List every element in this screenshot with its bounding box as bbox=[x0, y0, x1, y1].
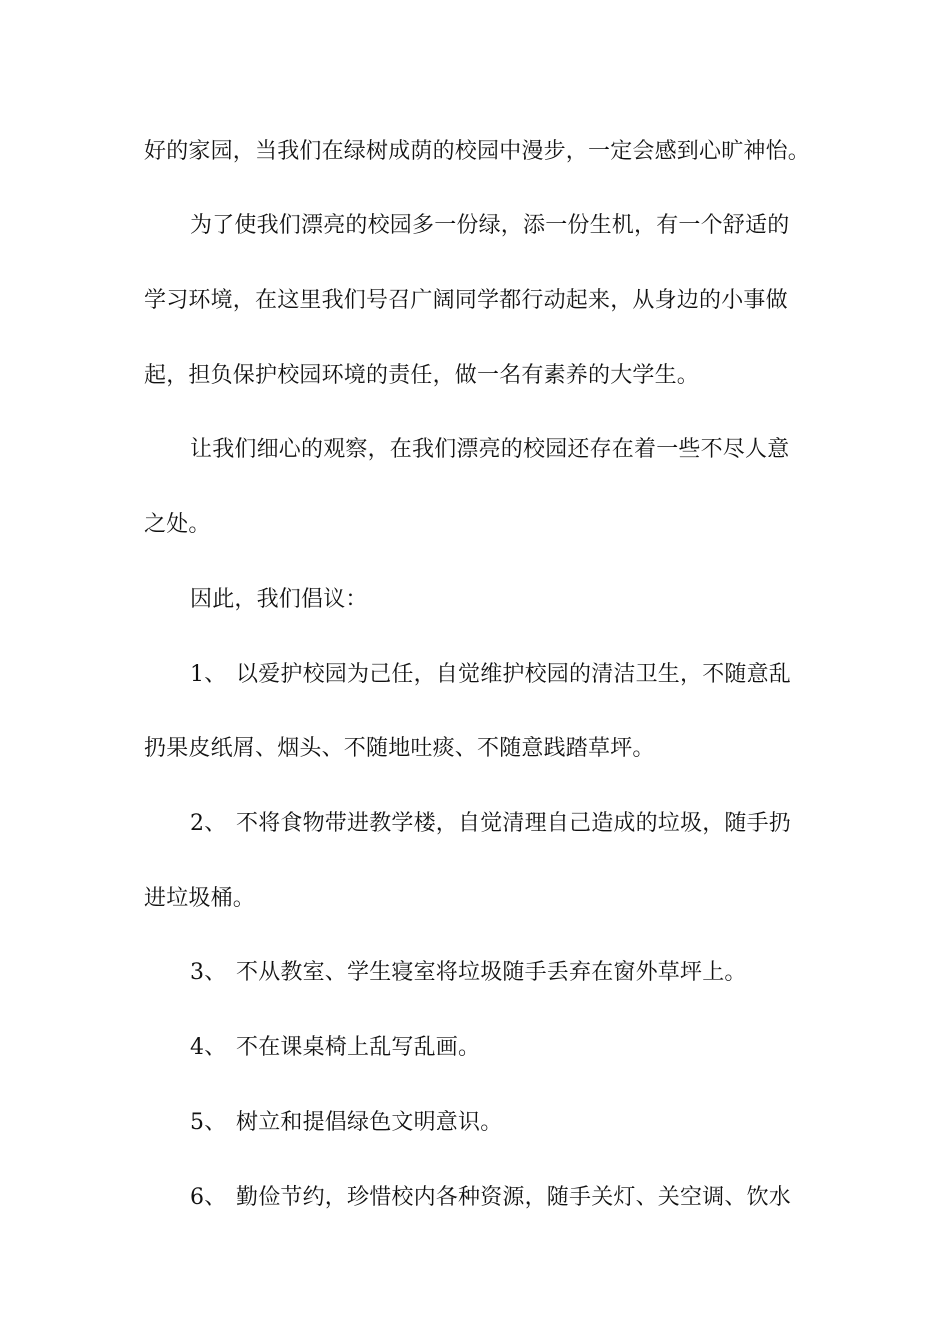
text-line: 让我们细心的观察，在我们漂亮的校园还存在着一些不尽人意 bbox=[190, 437, 790, 462]
list-item-number: 3、 bbox=[190, 960, 227, 985]
list-item-number: 2、 bbox=[190, 811, 227, 836]
list-item-text: 树立和提倡绿色文明意识。 bbox=[236, 1110, 503, 1135]
list-item-text: 不在课桌椅上乱写乱画。 bbox=[236, 1035, 481, 1060]
list-item bbox=[190, 1033, 854, 1063]
list-item-text: 勤俭节约，珍惜校内各种资源，随手关灯、关空调、饮水 bbox=[236, 1185, 792, 1210]
text-line: 好的家园，当我们在绿树成荫的校园中漫步，一定会感到心旷神怡。 bbox=[144, 139, 811, 164]
text-line: 进垃圾桶。 bbox=[144, 886, 256, 911]
list-item-text: 不从教室、学生寝室将垃圾随手丢弃在窗外草坪上。 bbox=[236, 960, 747, 985]
list-item-text: 不将食物带进教学楼，自觉清理自己造成的垃圾，随手扔 bbox=[236, 811, 792, 836]
list-item bbox=[190, 1183, 854, 1213]
list-item bbox=[190, 1108, 854, 1138]
list-item bbox=[190, 809, 854, 839]
list-item-text: 以爱护校园为己任，自觉维护校园的清洁卫生，不随意乱 bbox=[236, 662, 792, 687]
text-line: 起，担负保护校园环境的责任，做一名有素养的大学生。 bbox=[144, 363, 700, 388]
list-item-number: 6、 bbox=[190, 1185, 227, 1210]
text-line: 之处。 bbox=[144, 512, 211, 537]
text-line: 为了使我们漂亮的校园多一份绿，添一份生机，有一个舒适的 bbox=[190, 213, 790, 238]
text-line: 因此，我们倡议： bbox=[190, 587, 368, 612]
text-line: 学习环境，在这里我们号召广阔同学都行动起来，从身边的小事做 bbox=[144, 288, 788, 313]
list-item-number: 5、 bbox=[190, 1110, 227, 1135]
list-item-number: 1、 bbox=[190, 662, 227, 687]
text-line: 扔果皮纸屑、烟头、不随地吐痰、不随意践踏草坪。 bbox=[144, 736, 655, 761]
list-item bbox=[190, 958, 854, 988]
list-item bbox=[190, 660, 854, 690]
list-item-number: 4、 bbox=[190, 1035, 227, 1060]
